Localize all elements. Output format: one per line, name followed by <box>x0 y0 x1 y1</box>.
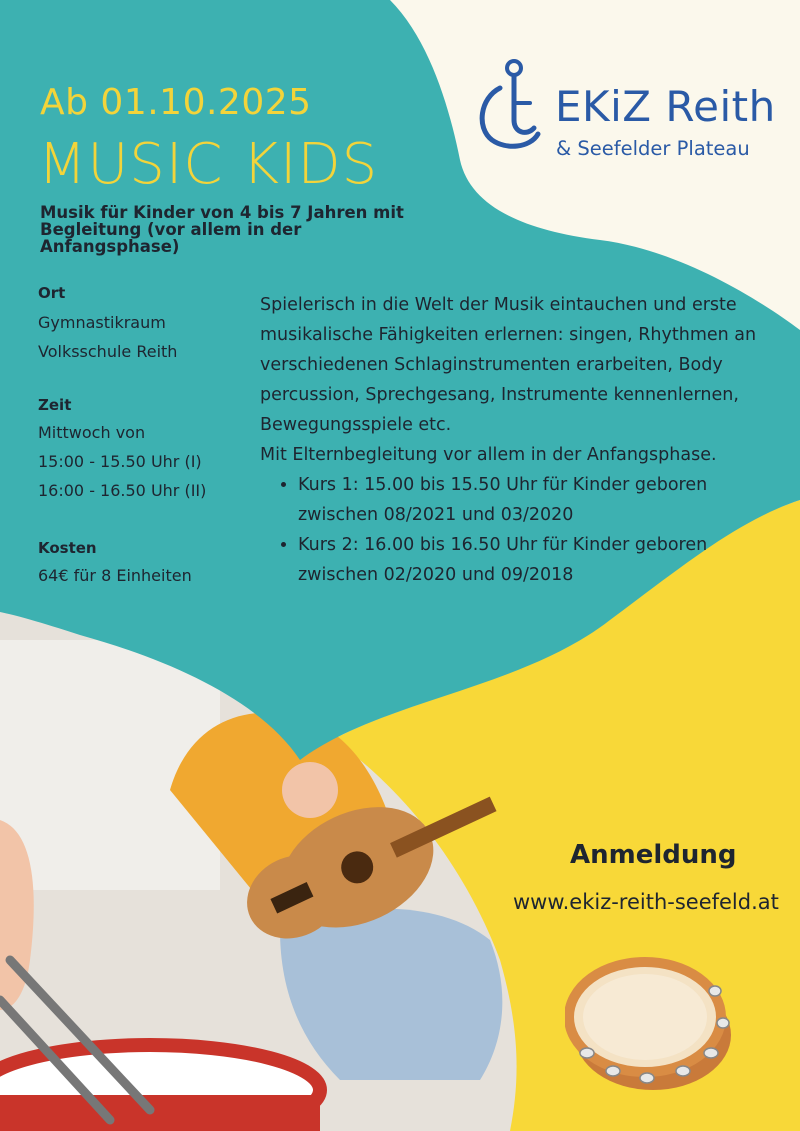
registration-url[interactable]: www.ekiz-reith-seefeld.at <box>513 890 779 914</box>
zeit-label: Zeit <box>38 396 72 414</box>
start-date: Ab 01.10.2025 <box>40 82 312 123</box>
kosten-line: 64€ für 8 Einheiten <box>38 566 192 585</box>
description <box>260 290 760 590</box>
course-list <box>260 470 760 590</box>
course-item: • Kurs 1: 15.00 bis 15.50 Uhr für Kinder geboren zwischen 08/2021 und 03/2020 <box>298 470 760 530</box>
ort-line: Volksschule Reith <box>38 342 178 361</box>
page-title: MUSIC KIDS <box>38 132 379 197</box>
zeit-line: 16:00 - 16.50 Uhr (II) <box>38 481 207 500</box>
info-column <box>38 284 248 590</box>
ort-line: Gymnastikraum <box>38 313 166 332</box>
tambourine-icon <box>565 945 735 1105</box>
logo-icon <box>472 58 552 158</box>
ort-label: Ort <box>38 284 66 302</box>
registration-label: Anmeldung <box>570 840 737 870</box>
logo-name: EKiZ Reith <box>555 82 776 131</box>
page-subtitle: Musik für Kinder von 4 bis 7 Jahren mit Begleitung (vor allem in der Anfangsphase) <box>40 203 404 256</box>
description-paragraph: Mit Elternbegleitung vor allem in der Anfangsphase. <box>260 445 717 465</box>
logo-subtitle: & Seefelder Plateau <box>556 137 750 160</box>
zeit-line: Mittwoch von <box>38 423 146 442</box>
zeit-line: 15:00 - 15.50 Uhr (I) <box>38 452 202 471</box>
description-paragraph: Spielerisch in die Welt der Musik eintauchen und erste musikalische Fähigkeiten erlernen: singen, Rhythmen an verschiedenen Schlaginstrumenten erarbeiten, Body percussion, Sprechgesang, Instrumente kennenlernen, Bewegungsspiele etc. <box>260 295 757 435</box>
kosten-label: Kosten <box>38 539 97 557</box>
course-item: • Kurs 2: 16.00 bis 16.50 Uhr für Kinder geboren zwischen 02/2020 und 09/2018 <box>298 530 760 590</box>
